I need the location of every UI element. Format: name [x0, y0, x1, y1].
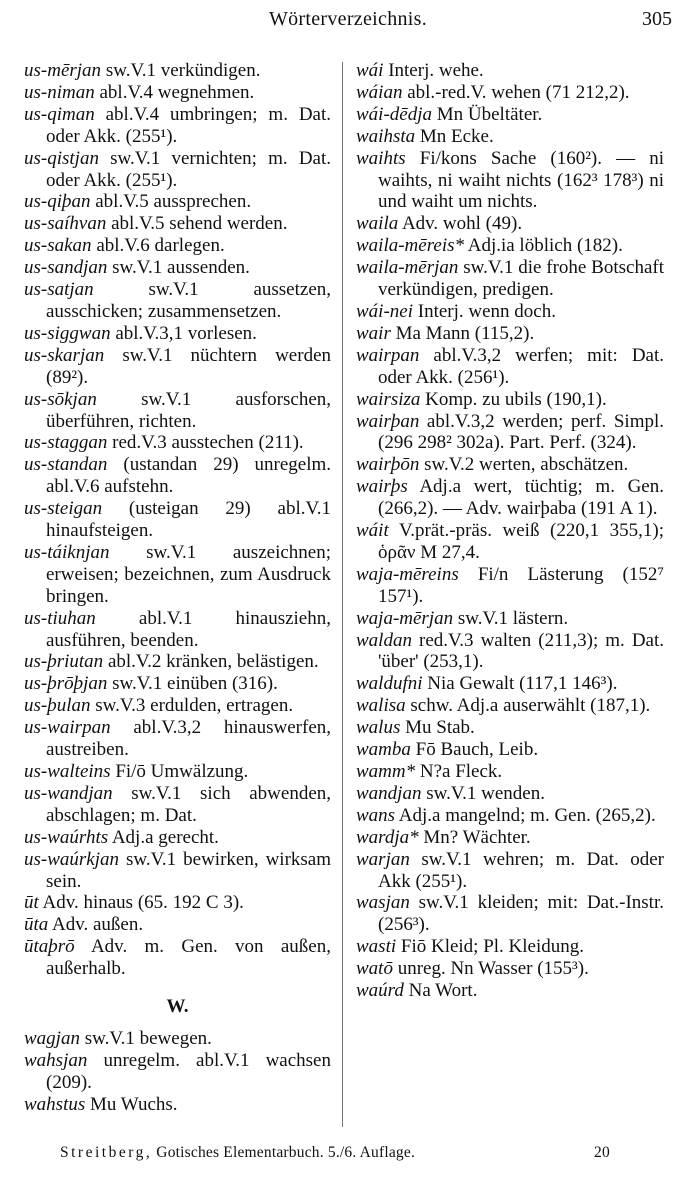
definition: Fi/ō Umwälzung.	[115, 761, 249, 782]
headword: us-satjan	[24, 279, 94, 301]
definition: abl.V.5 aussprechen.	[95, 191, 252, 213]
headword: walus	[356, 717, 401, 739]
dictionary-entry	[356, 60, 664, 82]
dictionary-entry	[356, 411, 664, 455]
definition: Komp. zu ubils (190,1).	[425, 388, 607, 410]
headword: wái-dēdja	[356, 103, 432, 125]
dictionary-entry	[24, 761, 331, 783]
definition: abl.V.1 hinausziehn, ausführen, beenden.	[46, 607, 331, 651]
footer-signature: 20	[594, 1144, 610, 1161]
headword: us-waúrkjan	[24, 848, 119, 870]
headword: wairþan	[356, 410, 420, 432]
headword: us-þrōþjan	[24, 673, 108, 695]
definition: abl.-red.V. wehen (71 212,2).	[407, 81, 630, 103]
headword: waila-mēreis*	[356, 235, 465, 257]
headword: waldufni	[356, 673, 423, 695]
headword: wardja*	[356, 826, 419, 848]
headword: waja-mērjan	[356, 607, 454, 629]
headword: us-staggan	[24, 432, 108, 454]
headword: wairþs	[356, 476, 408, 498]
headword: waihts	[356, 147, 406, 169]
definition: sw.V.1 nüchtern werden (89²).	[46, 344, 331, 388]
headword: wahsjan	[24, 1049, 88, 1071]
dictionary-entry	[24, 235, 331, 257]
headword: ūta	[24, 914, 49, 936]
definition: abl.V.3,1 vorlesen.	[115, 322, 257, 344]
dictionary-entry	[24, 673, 331, 695]
headword: ūt	[24, 892, 39, 914]
definition: abl.V.2 kränken, belästigen.	[107, 651, 319, 673]
dictionary-entry	[24, 257, 331, 279]
definition: Adj.ia löblich (182).	[467, 235, 623, 257]
definition: Fi/kons Sache (160²). — ni waihts, ni waiht nichts (162³ 178³) ni und waiht um nichts.	[378, 147, 665, 213]
dictionary-entry	[356, 454, 664, 476]
definition: abl.V.6 darlegen.	[96, 235, 225, 257]
headword: us-tiuhan	[24, 607, 96, 629]
headword: wáian	[356, 81, 403, 103]
headword: wamba	[356, 739, 411, 761]
definition: Mu Wuchs.	[90, 1093, 178, 1115]
headword: us-sōkjan	[24, 388, 97, 410]
dictionary-entry	[24, 849, 331, 893]
dictionary-entry	[356, 389, 664, 411]
dictionary-entry	[356, 695, 664, 717]
dictionary-entry	[356, 783, 664, 805]
dictionary-entry	[356, 958, 664, 980]
definition: sw.V.1 bewegen.	[84, 1027, 212, 1049]
definition: abl.V.4 umbringen; m. Dat. oder Akk. (255¹).	[46, 103, 332, 147]
definition: unreg. Nn Wasser (155³).	[397, 958, 589, 980]
headword: us-niman	[24, 81, 95, 103]
headword: wái-nei	[356, 300, 413, 322]
headword: waja-mēreins	[356, 563, 459, 585]
definition: Fō Bauch, Leib.	[415, 739, 539, 761]
headword: wairþōn	[356, 454, 420, 476]
definition: sw.V.1 verkündigen.	[105, 60, 261, 81]
headword: us-þulan	[24, 695, 91, 717]
dictionary-entry	[356, 564, 664, 608]
definition: sw.V.1 bewirken, wirksam sein.	[46, 848, 332, 892]
definition: Adv. außen.	[51, 914, 144, 936]
definition: sw.V.1 einüben (316).	[112, 673, 278, 695]
definition: Fi/n Lästerung (152⁷ 157¹).	[378, 563, 664, 607]
dictionary-entry	[24, 104, 331, 148]
column-divider	[342, 62, 343, 1127]
definition: Nia Gewalt (117,1 146³).	[427, 673, 618, 695]
dictionary-entry	[24, 827, 331, 849]
definition: abl.V.5 sehend werden.	[111, 213, 288, 235]
dictionary-entry	[356, 323, 664, 345]
definition: abl.V.4 wegnehmen.	[99, 81, 255, 103]
dictionary-entry	[24, 914, 331, 936]
footer-citation	[60, 1144, 415, 1162]
definition: abl.V.3,2 hinauswerfen, austreiben.	[46, 717, 331, 761]
headword: us-sandjan	[24, 257, 108, 279]
running-title: Wörterverzeichnis.	[268, 8, 428, 30]
definition: sw.V.1 wehren; m. Dat. oder Akk (255¹).	[378, 848, 664, 892]
dictionary-entry	[356, 520, 664, 564]
headword: us-mērjan	[24, 60, 102, 81]
dictionary-entry	[24, 323, 331, 345]
definition: (usteigan 29) abl.V.1 hinaufsteigen.	[46, 498, 331, 542]
headword: us-wandjan	[24, 782, 113, 804]
dictionary-entry	[24, 695, 331, 717]
definition: V.prät.-präs. weiß (220,1 355,1); ὁρᾶν M 27,4.	[378, 520, 664, 563]
dictionary-entry	[356, 608, 664, 630]
dictionary-entry	[24, 1050, 331, 1094]
definition: Adj.a mangelnd; m. Gen. (265,2).	[398, 804, 656, 826]
section-letter: W.	[166, 996, 189, 1018]
dictionary-entry	[24, 717, 331, 761]
headword: wasti	[356, 936, 397, 958]
definition: sw.V.1 kleiden; mit: Dat.-Instr. (256³).	[378, 892, 664, 936]
definition: Interj. wehe.	[388, 60, 484, 81]
dictionary-entry	[356, 805, 664, 827]
dictionary-entry	[356, 235, 664, 257]
headword: us-standan	[24, 454, 108, 476]
dictionary-entry	[356, 673, 664, 695]
dictionary-entry	[24, 936, 331, 980]
headword: waila-mērjan	[356, 257, 459, 279]
definition: Adv. wohl (49).	[401, 213, 523, 235]
headword: wáit	[356, 520, 389, 542]
headword: us-wairpan	[24, 717, 111, 739]
headword: wans	[356, 804, 396, 826]
dictionary-entry	[356, 980, 664, 1002]
headword: wasjan	[356, 892, 410, 914]
dictionary-entry	[356, 148, 664, 214]
definition: red.V.3 ausstechen (211).	[112, 432, 304, 454]
headword: walisa	[356, 695, 406, 717]
dictionary-entry	[24, 82, 331, 104]
headword: us-saíhvan	[24, 213, 107, 235]
left-column	[24, 60, 331, 1116]
headword: us-waúrhts	[24, 826, 109, 848]
headword: us-skarjan	[24, 344, 105, 366]
definition: Mn? Wächter.	[423, 826, 531, 848]
definition: sw.V.3 erdulden, ertragen.	[95, 695, 294, 717]
headword: us-sakan	[24, 235, 92, 257]
dictionary-entry	[24, 1094, 331, 1116]
headword: wagjan	[24, 1027, 80, 1049]
definition: abl.V.3,2 werden; perf. Simpl. (296 298² 302a). Part. Perf. (324).	[378, 410, 665, 454]
headword: us-táiknjan	[24, 541, 110, 563]
headword: us-siggwan	[24, 322, 111, 344]
definition: Mu Stab.	[405, 717, 475, 739]
definition: unregelm. abl.V.1 wachsen (209).	[46, 1049, 331, 1093]
headword: waldan	[356, 629, 412, 651]
dictionary-entry	[24, 1028, 331, 1050]
headword: us-qistjan	[24, 147, 99, 169]
headword: wairsiza	[356, 388, 421, 410]
dictionary-entry	[356, 104, 664, 126]
headword: us-walteins	[24, 761, 111, 782]
headword: wair	[356, 322, 391, 344]
footer-book: Gotisches Elementarbuch. 5./6. Auflage.	[156, 1144, 416, 1161]
definition: sw.V.1 lästern.	[457, 607, 569, 629]
dictionary-entry	[24, 432, 331, 454]
dictionary-entry	[24, 892, 331, 914]
definition: Adj.a gerecht.	[111, 826, 219, 848]
definition: schw. Adj.a auserwählt (187,1).	[410, 695, 651, 717]
dictionary-entry	[356, 739, 664, 761]
headword: wamm*	[356, 761, 416, 782]
dictionary-entry	[24, 783, 331, 827]
dictionary-entry	[356, 213, 664, 235]
headword: waihsta	[356, 125, 416, 147]
dictionary-entry	[356, 630, 664, 674]
dictionary-entry	[356, 126, 664, 148]
dictionary-entry	[356, 761, 664, 783]
definition: sw.V.2 werten, abschätzen.	[424, 454, 629, 476]
definition: sw.V.1 sich abwenden, abschlagen; m. Dat.	[46, 782, 331, 826]
headword: waila	[356, 213, 399, 235]
dictionary-entry	[356, 892, 664, 936]
dictionary-entry	[24, 389, 331, 433]
definition: red.V.3 walten (211,3); m. Dat. 'über' (253,1).	[378, 629, 665, 673]
headword: us-qiman	[24, 103, 95, 125]
dictionary-entry	[24, 454, 331, 498]
definition: abl.V.3,2 werfen; mit: Dat. oder Akk. (256¹).	[378, 344, 665, 388]
page-footer	[24, 1144, 672, 1168]
headword: wahstus	[24, 1093, 86, 1115]
headword: ūtaþrō	[24, 936, 75, 958]
definition: Adv. hinaus (65. 192 C 3).	[42, 892, 244, 914]
page-number: 305	[642, 8, 672, 30]
page-header	[24, 8, 672, 38]
dictionary-entry	[24, 345, 331, 389]
dictionary-entry	[356, 476, 664, 520]
definition: sw.V.1 die frohe Botschaft verkündigen, predigen.	[378, 257, 665, 301]
dictionary-entry	[356, 827, 664, 849]
dictionary-entry	[356, 936, 664, 958]
dictionary-entry	[24, 651, 331, 673]
definition: Mn Ecke.	[419, 125, 494, 147]
definition: Mn Übeltäter.	[436, 103, 543, 125]
headword: wairpan	[356, 344, 420, 366]
headword: watō	[356, 958, 393, 980]
dictionary-entry	[24, 608, 331, 652]
dictionary-entry	[356, 717, 664, 739]
definition: sw.V.1 vernichten; m. Dat. oder Akk. (255¹).	[46, 147, 332, 191]
headword: us-qiþan	[24, 191, 91, 213]
definition: (ustandan 29) unregelm. abl.V.6 aufstehn.	[46, 454, 331, 498]
definition: Adj.a wert, tüchtig; m. Gen. (266,2). — Adv. wairþaba (191 A 1).	[378, 476, 664, 520]
definition: Ma Mann (115,2).	[395, 322, 535, 344]
headword: warjan	[356, 848, 410, 870]
definition: Na Wort.	[408, 980, 478, 1002]
definition: sw.V.1 wenden.	[426, 782, 545, 804]
definition: N?a Fleck.	[419, 761, 503, 782]
dictionary-entry	[24, 498, 331, 542]
definition: sw.V.1 aussetzen, ausschicken; zusammensetzen.	[46, 279, 332, 322]
dictionary-entry	[24, 191, 331, 213]
headword: us-þriutan	[24, 651, 104, 673]
dictionary-entry	[24, 279, 331, 323]
definition: Adv. m. Gen. von außen, außerhalb.	[46, 936, 331, 980]
dictionary-entry	[356, 82, 664, 104]
headword: waúrd	[356, 980, 404, 1002]
dictionary-entry	[24, 213, 331, 235]
headword: wái	[356, 60, 384, 81]
definition: Fiō Kleid; Pl. Kleidung.	[400, 936, 585, 958]
definition: sw.V.1 aussenden.	[112, 257, 250, 279]
dictionary-entry	[24, 148, 331, 192]
definition: sw.V.1 ausforschen, überführen, richten.	[46, 388, 331, 432]
dictionary-entry	[356, 345, 664, 389]
right-column	[356, 60, 664, 1002]
definition: Interj. wenn doch.	[417, 300, 556, 322]
dictionary-entry	[356, 301, 664, 323]
footer-author: Streitberg,	[60, 1144, 153, 1161]
dictionary-entry	[356, 849, 664, 893]
dictionary-entry	[24, 60, 331, 82]
dictionary-entry	[356, 257, 664, 301]
dictionary-entry	[24, 542, 331, 608]
definition: sw.V.1 auszeichnen; erweisen; bezeichnen, zum Ausdruck bringen.	[46, 541, 331, 607]
headword: us-steigan	[24, 498, 103, 520]
headword: wandjan	[356, 782, 422, 804]
